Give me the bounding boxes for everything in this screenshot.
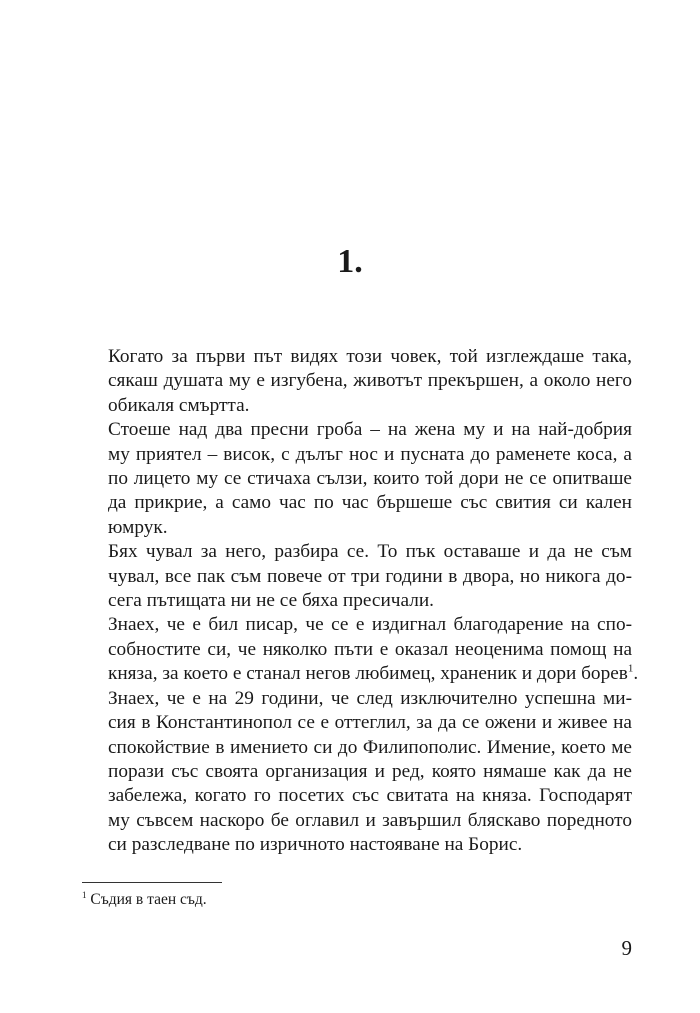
text-line: княза, за което е станал негов любимец, храненик и дори борев	[108, 663, 628, 685]
text-line: сия в Константинопол се е оттеглил, за да се ожени и живее на	[108, 712, 632, 734]
footnote	[82, 890, 207, 910]
text-line: сякаш душата му е изгубена, животът прекършен, а около него	[108, 370, 632, 392]
footnote-text: Съдия в таен съд.	[90, 891, 207, 908]
paragraph-2	[82, 418, 632, 540]
text-line: Знаех, че е бил писар, че се е издигнал благодарение на спо-	[108, 614, 632, 636]
text-line: по лицето му се стичаха сълзи, които той дори не се опитваше	[108, 468, 632, 490]
text-line: забележа, когато го посетих със свитата на княза. Господарят	[108, 785, 632, 807]
text-line-with-note: княза, за което е станал негов любимец, храненик и дори борев$^1$.	[108, 662, 639, 685]
paragraph-5	[82, 687, 632, 858]
footnote-number: 1	[82, 889, 87, 900]
paragraph-4	[82, 613, 639, 686]
text-line: Когато за първи път видях този човек, той изглеждаше така,	[108, 346, 632, 367]
paragraph-1	[82, 345, 632, 418]
text-line: порази със своята организация и ред, която нямаше как да не	[108, 760, 632, 782]
text-line: Бях чувал за него, разбира се. То пък оставаше и да не съм	[108, 541, 632, 563]
footnote-marker: 1	[627, 662, 634, 675]
text-line: чувал, все пак съм повече от три години в двора, но никога до-	[108, 565, 632, 587]
body-text	[82, 345, 639, 858]
text-line: собностите си, че няколко пъти е оказал неоценима помощ на	[108, 638, 632, 660]
text-line: му приятел – висок, с дълъг нос и пусната до раменете коса, а	[108, 443, 632, 465]
text-line: спокойствие в имението си до Филипополис. Имение, което ме	[108, 736, 632, 758]
paragraph-3	[82, 540, 632, 613]
text-line: обикаля смъртта.	[108, 394, 250, 416]
text-line: му съвсем наскоро бе оглавил и завършил бляскаво поредното	[108, 809, 632, 831]
text-line: юмрук.	[108, 516, 168, 538]
text-line: си разследване по изричното настояване на Борис.	[108, 834, 523, 856]
text-line: Знаех, че е на 29 години, че след изключително успешна ми-	[108, 687, 632, 709]
text-line: да прикрие, а само час по час бършеше със свития си кален	[108, 492, 632, 514]
page-number: 9	[621, 936, 632, 960]
text-line: Стоеше над два пресни гроба – на жена му и на най-добрия	[108, 419, 632, 441]
chapter-title: 1.	[337, 243, 363, 280]
footnote-divider	[82, 882, 222, 883]
text-line: сега пътищата ни не се бяха пресичали.	[108, 590, 434, 612]
